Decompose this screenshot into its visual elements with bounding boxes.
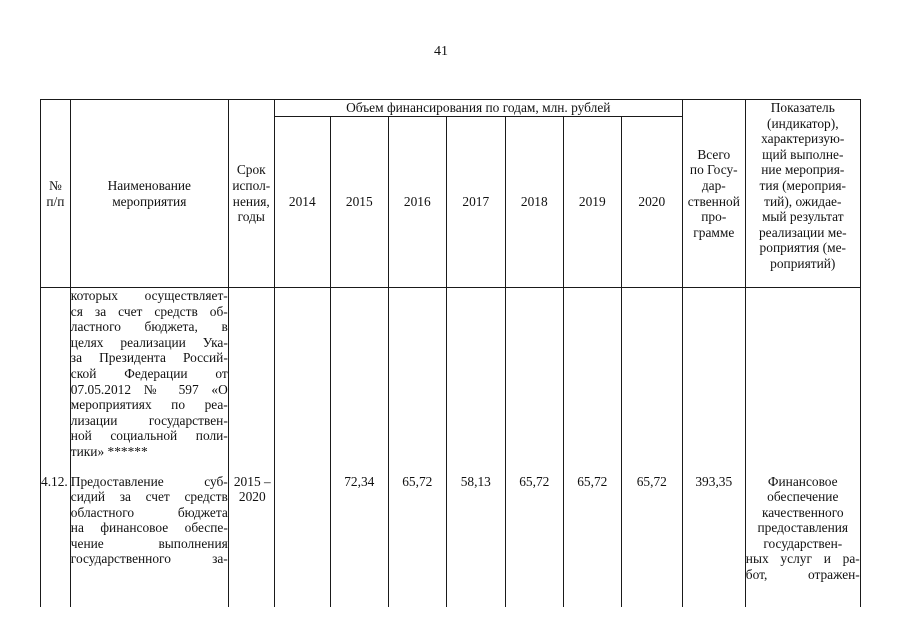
row-4-12-indicator-line: государствен-	[763, 535, 843, 551]
header-total	[682, 100, 745, 288]
continuation-name-line: ной социальной поли-	[70, 428, 228, 444]
header-indicator-line: роприятия (ме-	[759, 240, 846, 256]
row-4-12-name-line: Предоставление суб-	[70, 473, 228, 489]
continuation-name-line: за Президента Россий-	[70, 350, 228, 366]
row-4-12-2014	[274, 474, 330, 607]
header-indicator-line: мый результат	[761, 209, 844, 225]
header-year-2019: 2019	[563, 117, 621, 288]
row-4-12-indicator-line: предоставления	[757, 520, 849, 536]
continuation-name-line: целях реализации Ука-	[70, 334, 228, 350]
row-4-12-indicator-line: ных услуг и ра-	[745, 551, 860, 567]
header-indicator-line: роприятий)	[770, 255, 836, 271]
header-term-line: испол-	[232, 177, 271, 193]
continuation-name-line: которых осуществляет-	[70, 288, 228, 303]
header-indicator-line: тий), ожидае-	[764, 193, 842, 209]
header-total-line: Всего	[697, 146, 731, 162]
row-4-12-2019: 65,72	[563, 474, 621, 607]
header-name	[70, 100, 228, 288]
continuation-name-line: ся за счет средств об-	[70, 303, 228, 319]
header-num	[41, 100, 71, 288]
header-term	[228, 100, 274, 288]
continuation-2016	[388, 288, 446, 474]
row-4-12-name-line: сидий за счет средств	[70, 489, 228, 505]
header-year-2016: 2016	[388, 117, 446, 288]
continuation-name-line: тики» ******	[70, 443, 148, 459]
continuation-name	[70, 288, 228, 474]
row-4-12-2018: 65,72	[505, 474, 563, 607]
header-total-line: грамме	[693, 224, 735, 240]
header-year-2015: 2015	[330, 117, 388, 288]
row-4-12-term: 2015 – 2020	[228, 474, 274, 607]
header-indicator-line: тия (мероприя-	[759, 177, 846, 193]
header-name-line: Наименование	[107, 177, 191, 193]
row-4-12-2020: 65,72	[621, 474, 682, 607]
continuation-2017	[446, 288, 505, 474]
continuation-name-line: мероприятиях по реа-	[70, 397, 228, 413]
continuation-2019	[563, 288, 621, 474]
continuation-2020	[621, 288, 682, 474]
header-indicator-line: (индикатор),	[767, 115, 839, 131]
header-term-line: годы	[237, 209, 265, 225]
row-4-12-name-line: областного бюджета	[70, 504, 228, 520]
header-indicator-line: Показатель	[770, 100, 835, 115]
continuation-num	[41, 288, 71, 474]
page-number: 41	[434, 44, 448, 59]
funding-table	[40, 99, 861, 607]
header-indicator-line: щий выполне-	[762, 146, 844, 162]
header-term-line: нения,	[232, 193, 270, 209]
row-4-12-name-line: на финансовое обеспе-	[70, 520, 228, 536]
row-4-12-indicator-line: бот, отражен-	[745, 567, 860, 583]
continuation-indicator	[745, 288, 860, 474]
continuation-row	[41, 288, 861, 474]
header-total-line: по Госу-	[689, 162, 738, 178]
continuation-term	[228, 288, 274, 474]
continuation-2018	[505, 288, 563, 474]
row-4-12-indicator-line: обеспечение	[767, 489, 839, 505]
header-year-2014: 2014	[274, 117, 330, 288]
row-4-12-name-line: чение выполнения	[70, 535, 228, 551]
row-4-12-total: 393,35	[682, 474, 745, 607]
row-4-12-indicator-line: качественного	[761, 504, 844, 520]
header-indicator-line: реализации ме-	[758, 224, 847, 240]
header-year-2018: 2018	[505, 117, 563, 288]
header-total-line: дар-	[701, 177, 726, 193]
continuation-total	[682, 288, 745, 474]
row-4-12-indicator	[745, 474, 860, 607]
header-indicator-line: ние мероприя-	[761, 162, 845, 178]
continuation-name-line: 07.05.2012 № 597 «О	[70, 381, 228, 397]
header-num-line: п/п	[46, 193, 65, 209]
continuation-name-line: ской Федерации от	[70, 365, 228, 381]
header-term-line: Срок	[236, 162, 266, 178]
row-4-12-2017: 58,13	[446, 474, 505, 607]
header-total-line: про-	[701, 209, 727, 225]
continuation-2015	[330, 288, 388, 474]
header-year-2017: 2017	[446, 117, 505, 288]
row-4-12-name	[70, 474, 228, 607]
header-funding-group: Объем финансирования по годам, млн. рублей	[274, 100, 682, 117]
header-total-line: ственной	[687, 193, 740, 209]
row-4-12-2016: 65,72	[388, 474, 446, 607]
continuation-name-line: ластного бюджета, в	[70, 319, 228, 335]
row-4-12-2015: 72,34	[330, 474, 388, 607]
row-4-12-indicator-line: Финансовое	[767, 473, 838, 489]
table-row-4-12	[41, 474, 861, 607]
header-indicator-line: характеризую-	[761, 131, 845, 147]
header-name-line: мероприятия	[112, 193, 187, 209]
continuation-2014	[274, 288, 330, 474]
header-indicator	[745, 100, 860, 288]
header-year-2020: 2020	[621, 117, 682, 288]
row-4-12-num: 4.12.	[41, 474, 71, 607]
row-4-12-name-line: государственного за-	[70, 551, 228, 567]
header-num-line: №	[49, 177, 62, 193]
continuation-name-line: лизации государствен-	[70, 412, 228, 428]
